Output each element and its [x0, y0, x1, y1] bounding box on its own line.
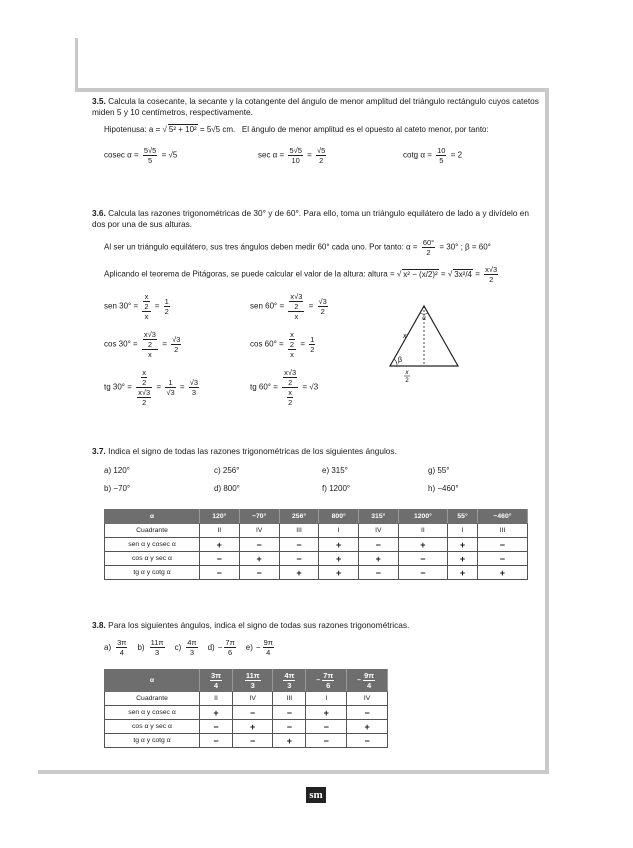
- table-cell: −: [233, 706, 273, 720]
- table-header-cell: − $\frac{9\pi}{4}$: [347, 670, 388, 692]
- option-0: a) $\frac{3\pi}{4}$: [104, 638, 127, 657]
- table-header-cell: −460°: [477, 510, 527, 524]
- table-header-cell: $\frac{4\pi}{3}$: [273, 670, 306, 692]
- table-cell: cos α y sec α: [105, 552, 200, 566]
- table-cell: Cuadrante: [105, 692, 200, 706]
- table-cell: −: [239, 566, 279, 580]
- table-cell: IV: [233, 692, 273, 706]
- table-cell: I: [319, 524, 359, 538]
- table-cell: +: [239, 552, 279, 566]
- option-c: c) 256°: [214, 466, 240, 475]
- table-cell: II: [200, 524, 240, 538]
- table-cell: −: [306, 720, 347, 734]
- option-e: e) 315°: [322, 466, 348, 475]
- table-header-row: [105, 510, 528, 524]
- publisher-logo: sm: [306, 787, 326, 803]
- option-d: d) 800°: [214, 484, 240, 493]
- table-cell: +: [448, 566, 478, 580]
- table-header-cell: −70°: [239, 510, 279, 524]
- table-row: [105, 524, 528, 538]
- exercise-text: Calcula la cosecante, la secante y la cotangente del ángulo de menor amplitud del triángulo rectángulo cuyos catetos miden 5 y 10 centímetros, respectivamente.: [92, 96, 539, 117]
- table-row: [105, 552, 528, 566]
- exercise-3-8-options: [104, 638, 284, 657]
- table-cell: −: [398, 552, 448, 566]
- option-1: b) $\frac{11\pi}{3}$: [137, 638, 164, 657]
- table-cell: −: [273, 706, 306, 720]
- page-frame-left: [75, 38, 78, 90]
- table-cell: III: [477, 524, 527, 538]
- exercise-3-7-statement: 3.7. Indica el signo de todas las razones trigonométricas de los siguientes ángulos.: [92, 446, 397, 456]
- table-cell: +: [319, 566, 359, 580]
- table-cell: cos α y sec α: [105, 720, 200, 734]
- table-cell: −: [359, 566, 399, 580]
- table-cell: +: [200, 706, 233, 720]
- page-frame-top: [75, 88, 549, 92]
- option-2: c) $\frac{4\pi}{3}$: [174, 638, 197, 657]
- cosec-formula: cosec α = $\frac{5√5}{5}$ = √5: [104, 146, 178, 165]
- exercise-3-8-statement: 3.8. Para los siguientes ángulos, indica el signo de todas sus razones trigonométricas.: [92, 620, 410, 630]
- equilateral-triangle-figure: [384, 300, 474, 382]
- table-cell: −: [359, 538, 399, 552]
- alpha-arc: [420, 313, 428, 314]
- beta-label: β: [398, 357, 403, 364]
- table-cell: +: [477, 566, 527, 580]
- table-cell: IV: [359, 524, 399, 538]
- table-cell: +: [448, 538, 478, 552]
- table-cell: +: [359, 552, 399, 566]
- tg-60-formula: tg 60° = $\frac{\frac{x√3}{2}}{\frac{x}{2}}$ = √3: [250, 368, 319, 407]
- option-h: h) −460°: [428, 484, 459, 493]
- table-cell: II: [200, 692, 233, 706]
- table-cell: +: [233, 720, 273, 734]
- table-cell: II: [398, 524, 448, 538]
- tg-30-formula: tg 30° = $\frac{\frac{x}{2}}{\frac{x√3}{2}}$ = $\frac{1}{√3}$ = $\frac{√3}{3}$: [104, 368, 199, 407]
- table-cell: +: [398, 538, 448, 552]
- table-header-cell: 55°: [448, 510, 478, 524]
- table-row: [105, 692, 388, 706]
- table-cell: sen α y cosec α: [105, 706, 200, 720]
- page-frame-bottom: [38, 770, 549, 774]
- sen-30-formula: sen 30° = $\frac{\frac{x}{2}}{x}$ = $\frac{1}{2}$: [104, 292, 169, 321]
- table-cell: +: [347, 720, 388, 734]
- page-frame-right: [545, 88, 549, 772]
- table-header-cell: 315°: [359, 510, 399, 524]
- table-row: [105, 706, 388, 720]
- alpha-label: α: [422, 316, 426, 322]
- height-line: Aplicando el teorema de Pitágoras, se puede calcular el valor de la altura: altura = √ x² − (x/2)² = √ 3x²/4 = $\frac{x√3}{2}$: [104, 265, 498, 284]
- option-b: b) −70°: [104, 484, 131, 493]
- table-header-row: [105, 670, 388, 692]
- table-cell: IV: [239, 524, 279, 538]
- table-cell: +: [200, 538, 240, 552]
- signs-table-3-7: [104, 509, 528, 580]
- cos-30-formula: cos 30° = $\frac{\frac{x√3}{2}}{x}$ = $\frac{√3}{2}$: [104, 330, 181, 359]
- table-cell: −: [273, 720, 306, 734]
- table-cell: −: [200, 552, 240, 566]
- table-header-cell: 120°: [200, 510, 240, 524]
- table-row: [105, 566, 528, 580]
- table-header-cell: 800°: [319, 510, 359, 524]
- option-g: g) 55°: [428, 466, 450, 475]
- table-header-cell: α: [105, 670, 200, 692]
- exercise-3-6-statement: 3.6. Calcula las razones trigonométricas de 30° y de 60°. Para ello, toma un triángulo equilátero de lado a y divídelo en dos por una de sus alturas.: [92, 208, 529, 229]
- table-cell: tg α y cotg α: [105, 734, 200, 748]
- table-cell: IV: [347, 692, 388, 706]
- beta-arc: [394, 359, 397, 366]
- table-row: [105, 720, 388, 734]
- table-header-cell: α: [105, 510, 200, 524]
- table-cell: +: [273, 734, 306, 748]
- sec-formula: sec α = $\frac{5√5}{10}$ = $\frac{√5}{2}$: [258, 146, 326, 165]
- option-3: d) − $\frac{7\pi}{6}$: [207, 638, 235, 657]
- option-a: a) 120°: [104, 466, 130, 475]
- side-x-label: x: [403, 333, 407, 340]
- table-cell: −: [200, 734, 233, 748]
- table-header-cell: 1200°: [398, 510, 448, 524]
- table-cell: III: [273, 692, 306, 706]
- table-cell: −: [347, 734, 388, 748]
- table-cell: +: [306, 706, 347, 720]
- signs-table-3-8: [104, 669, 388, 748]
- table-cell: −: [477, 538, 527, 552]
- table-cell: Cuadrante: [105, 524, 200, 538]
- option-f: f) 1200°: [322, 484, 351, 493]
- sen-60-formula: sen 60° = $\frac{\frac{x√3}{2}}{x}$ = $\frac{√3}{2}$: [250, 292, 327, 321]
- table-cell: +: [319, 538, 359, 552]
- table-cell: +: [319, 552, 359, 566]
- table-header-cell: $\frac{3\pi}{4}$: [200, 670, 233, 692]
- table-cell: +: [279, 566, 319, 580]
- table-row: [105, 538, 528, 552]
- table-cell: I: [448, 524, 478, 538]
- table-cell: −: [200, 720, 233, 734]
- table-cell: −: [239, 538, 279, 552]
- option-4: e) − $\frac{9\pi}{4}$: [245, 638, 273, 657]
- table-cell: −: [477, 552, 527, 566]
- hypotenuse-line: Hipotenusa: a = √ 5² + 10² = 5√5 cm. El ángulo de menor amplitud es el opuesto al cateto menor, por tanto:: [104, 125, 489, 134]
- table-cell: −: [200, 566, 240, 580]
- table-cell: −: [279, 552, 319, 566]
- table-cell: I: [306, 692, 347, 706]
- half-base-num: x: [405, 370, 409, 376]
- table-cell: −: [398, 566, 448, 580]
- table-cell: −: [279, 538, 319, 552]
- table-header-cell: − $\frac{7\pi}{6}$: [306, 670, 347, 692]
- table-cell: −: [347, 706, 388, 720]
- cotg-formula: cotg α = $\frac{10}{5}$ = 2: [403, 146, 463, 165]
- table-cell: tg α y cotg α: [105, 566, 200, 580]
- half-base-den: 2: [405, 378, 409, 382]
- table-cell: −: [233, 734, 273, 748]
- exercise-number: 3.5.: [92, 96, 106, 106]
- table-header-cell: $\frac{11\pi}{3}$: [233, 670, 273, 692]
- table-cell: sen α y cosec α: [105, 538, 200, 552]
- table-header-cell: 256°: [279, 510, 319, 524]
- angles-line: Al ser un triángulo equilátero, sus tres ángulos deben medir 60° cada uno. Por tanto: α = $\frac{60^\circ}{2}$ = 30° ; β = 60°: [104, 238, 491, 257]
- cos-60-formula: cos 60° = $\frac{\frac{x}{2}}{x}$ = $\frac{1}{2}$: [250, 330, 315, 359]
- exercise-3-5-statement: [92, 96, 540, 118]
- table-cell: −: [306, 734, 347, 748]
- table-cell: +: [448, 552, 478, 566]
- table-cell: III: [279, 524, 319, 538]
- table-row: [105, 734, 388, 748]
